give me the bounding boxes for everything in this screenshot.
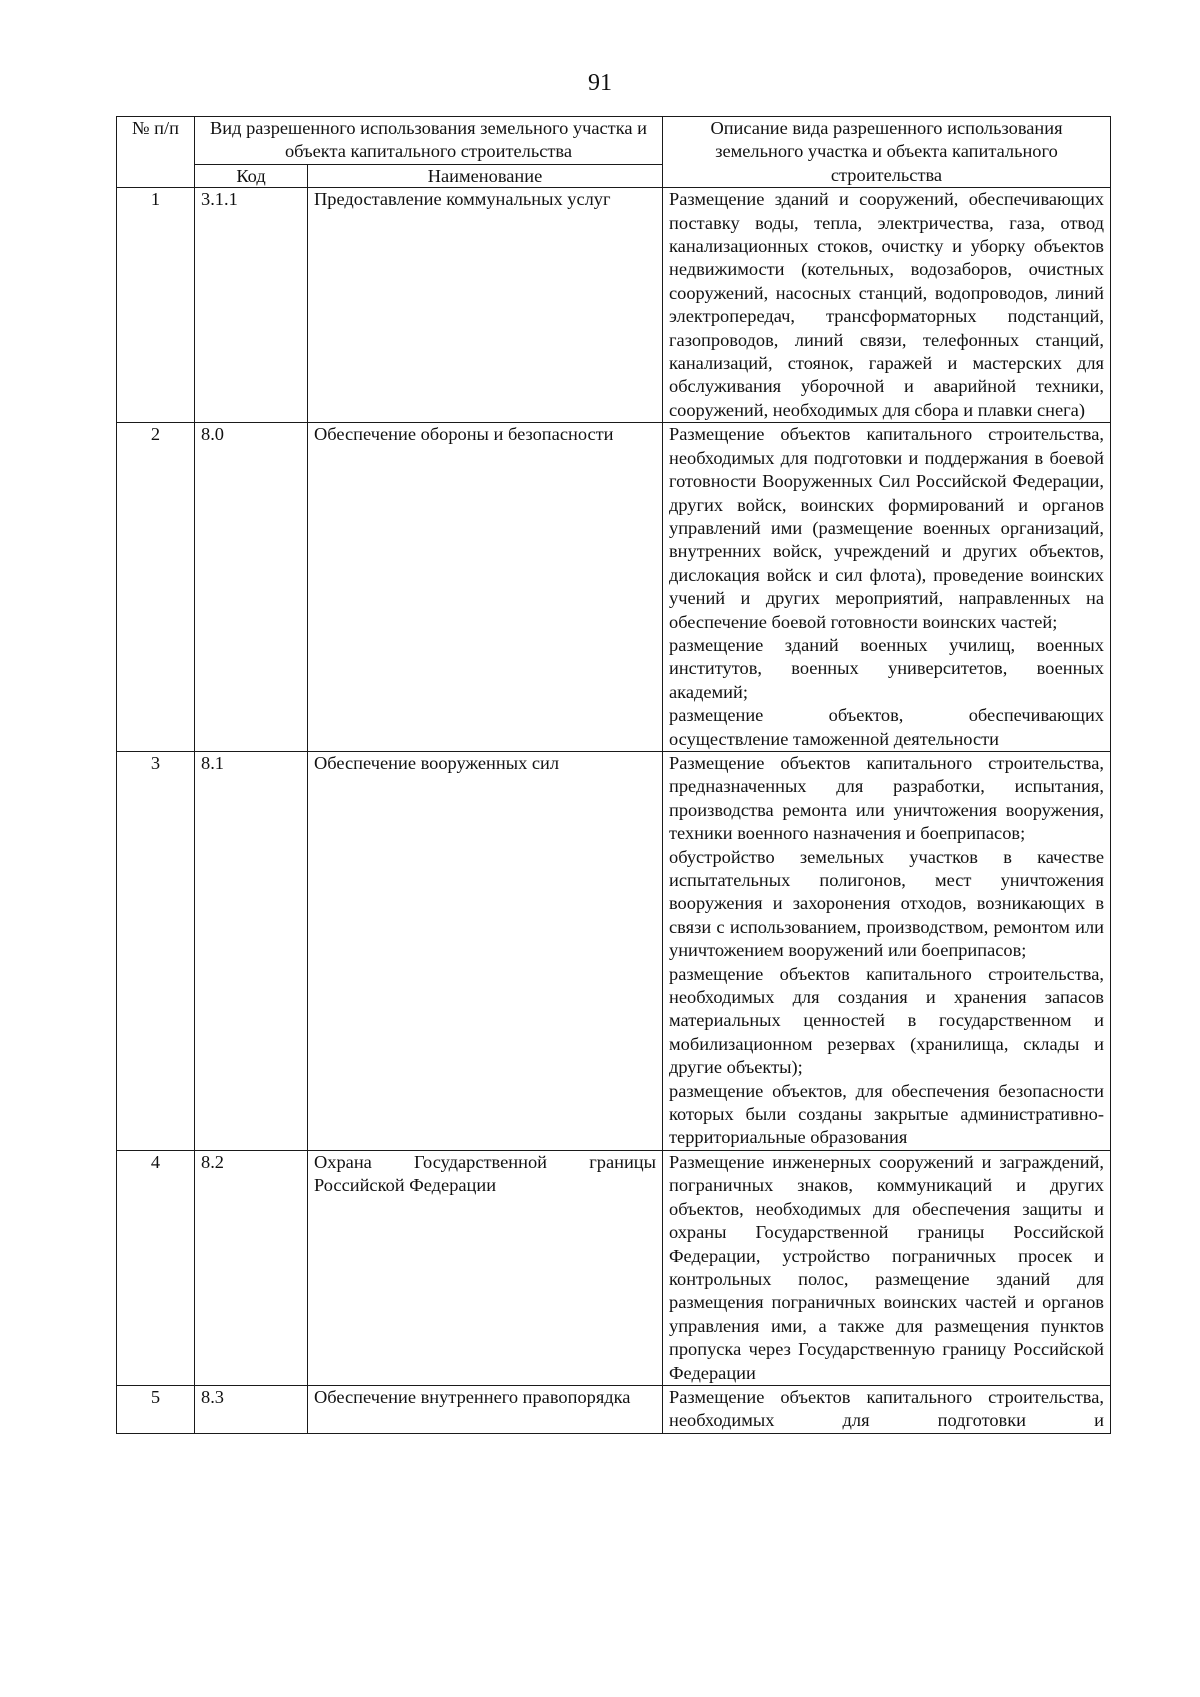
row-code: 8.0 (195, 423, 308, 752)
table-header-row (117, 117, 1111, 165)
header-description: Описание вида разрешенного использования земельного участка и объекта капитального строительства (663, 117, 1111, 188)
table-row (117, 751, 1111, 1150)
row-name-text: Охрана Государственной границы Российской Федерации (314, 1151, 656, 1196)
row-code: 8.3 (195, 1385, 308, 1433)
header-num: № п/п (117, 117, 195, 188)
description-paragraph: размещение зданий военных училищ, военных институтов, военных университетов, военных академий; (669, 634, 1104, 702)
table-row (117, 1150, 1111, 1385)
description-paragraph: Размещение инженерных сооружений и заграждений, пограничных знаков, коммуникаций и других объектов, необходимых для обеспечения защиты и охраны Государственной границы Российской Федерации, устройство пограничных просек и контрольных полос, размещение зданий для размещения пограничных воинских частей и органов управления ими, а также для размещения пунктов пропуска через Государственную границу Российской Федерации (669, 1151, 1104, 1383)
row-name (308, 188, 663, 423)
description-paragraph: Размещение объектов капитального строительства, необходимых для подготовки и поддержания в боевой готовности Вооруженных Сил Российской Федерации, других войск, воинских формирований и органов управлений ими (размещение военных организаций, внутренних войск, учреждений и других объектов, дислокация войск и сил флота), проведение воинских учений и других мероприятий, направленных на обеспечение боевой готовности воинских частей; (669, 424, 1104, 632)
description-paragraph: Размещение объектов капитального строительства, необходимых для подготовки и (669, 1386, 1104, 1431)
table-row (117, 1385, 1111, 1433)
row-name (308, 1150, 663, 1385)
row-num: 4 (117, 1150, 195, 1385)
row-num: 5 (117, 1385, 195, 1433)
row-code: 8.1 (195, 751, 308, 1150)
row-name-text: Обеспечение внутреннего правопорядка (314, 1386, 631, 1407)
row-num: 2 (117, 423, 195, 752)
description-paragraph: размещение объектов, обеспечивающих осуществление таможенной деятельности (669, 705, 1104, 749)
row-num: 3 (117, 751, 195, 1150)
table-row (117, 423, 1111, 752)
description-paragraph: размещение объектов капитального строительства, необходимых для создания и хранения запасов материальных ценностей в государственном и мобилизационном резервах (хранилища, склады и другие объекты); (669, 963, 1104, 1078)
row-description (663, 751, 1111, 1150)
description-paragraph: Размещение зданий и сооружений, обеспечивающих поставку воды, тепла, электричества, газа, отвод канализационных стоков, очистку и уборку объектов недвижимости (котельных, водозаборов, очистных сооружений, насосных станций, водопроводов, линий электропередач, трансформаторных подстанций, газопроводов, линий связи, телефонных станций, канализаций, стоянок, гаражей и мастерских для обслуживания уборочной и аварийной техники, сооружений, необходимых для сбора и плавки снега) (669, 189, 1104, 420)
description-paragraph: размещение объектов, для обеспечения безопасности которых были созданы закрытые административно-территориальные образования (669, 1080, 1104, 1148)
row-name-text: Обеспечение вооруженных сил (314, 752, 560, 773)
row-description (663, 423, 1111, 752)
description-paragraph: обустройство земельных участков в качестве испытательных полигонов, мест уничтожения вооружения и захоронения отходов, возникающих в связи с использованием, производством, ремонтом или уничтожением вооружений или боеприпасов; (669, 846, 1104, 961)
row-code: 8.2 (195, 1150, 308, 1385)
land-use-table (116, 116, 1111, 1434)
row-name (308, 423, 663, 752)
description-paragraph: Размещение объектов капитального строительства, предназначенных для разработки, испытания, производства ремонта или уничтожения вооружения, техники военного назначения и боеприпасов; (669, 752, 1104, 844)
row-num: 1 (117, 188, 195, 423)
row-name (308, 1385, 663, 1433)
row-description (663, 188, 1111, 423)
header-name: Наименование (308, 165, 663, 188)
row-description (663, 1385, 1111, 1433)
row-name-text: Предоставление коммунальных услуг (314, 189, 611, 210)
page-number: 91 (588, 70, 612, 96)
row-name (308, 751, 663, 1150)
header-code: Код (195, 165, 308, 188)
row-code: 3.1.1 (195, 188, 308, 423)
table-row (117, 188, 1111, 423)
header-type-group: Вид разрешенного использования земельного участка и объекта капитального строительства (195, 117, 663, 165)
row-name-text: Обеспечение обороны и безопасности (314, 424, 614, 445)
row-description (663, 1150, 1111, 1385)
